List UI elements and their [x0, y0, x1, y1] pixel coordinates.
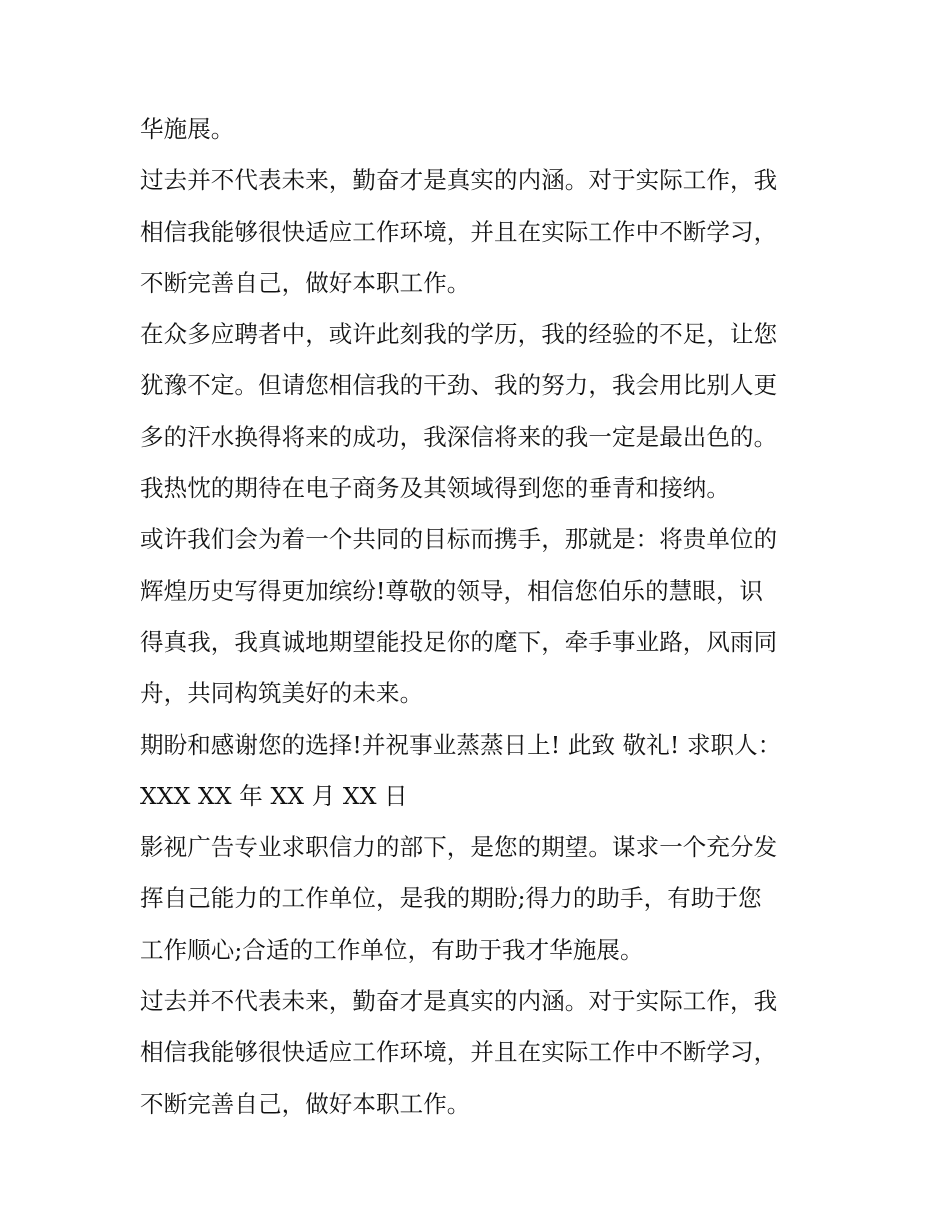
text-line: 期盼和感谢您的选择!并祝事业蒸蒸日上! 此致 敬礼! 求职人： — [140, 730, 782, 759]
text-line: 得真我，我真诚地期望能投足你的麾下，牵手事业路，风雨同 — [140, 627, 778, 656]
text-line: 多的汗水换得将来的成功，我深信将来的我一定是最出色的。 — [140, 422, 778, 451]
text-line: 不断完善自己，做好本职工作。 — [140, 1089, 471, 1118]
text-line: 工作顺心;合适的工作单位，有助于我才华施展。 — [140, 935, 644, 964]
text-line: 我热忱的期待在电子商务及其领域得到您的垂青和接纳。 — [140, 474, 730, 503]
text-line: 犹豫不定。但请您相信我的干劲、我的努力，我会用比别人更 — [140, 371, 778, 400]
text-line: 挥自己能力的工作单位，是我的期盼;得力的助手，有助于您 — [140, 884, 762, 913]
text-line: 影视广告专业求职信力的部下，是您的期望。谋求一个充分发 — [140, 833, 778, 862]
document-body — [140, 104, 830, 1130]
text-line: 舟，共同构筑美好的未来。 — [140, 679, 424, 708]
text-line: 辉煌历史写得更加缤纷!尊敬的领导，相信您伯乐的慧眼，识 — [140, 576, 764, 605]
text-line: 过去并不代表未来，勤奋才是真实的内涵。对于实际工作，我 — [140, 987, 778, 1016]
text-line: 过去并不代表未来，勤奋才是真实的内涵。对于实际工作，我 — [140, 166, 778, 195]
text-line: 在众多应聘者中，或许此刻我的学历，我的经验的不足，让您 — [140, 320, 778, 349]
text-line: 相信我能够很快适应工作环境，并且在实际工作中不断学习， — [140, 1038, 778, 1067]
signature-date-line: XXX XX 年 XX 月 XX 日 — [140, 781, 408, 810]
text-line: 不断完善自己，做好本职工作。 — [140, 268, 471, 297]
text-line: 相信我能够很快适应工作环境，并且在实际工作中不断学习， — [140, 217, 778, 246]
text-line: 或许我们会为着一个共同的目标而携手，那就是：将贵单位的 — [140, 525, 778, 554]
text-line: 华施展。 — [140, 115, 235, 143]
